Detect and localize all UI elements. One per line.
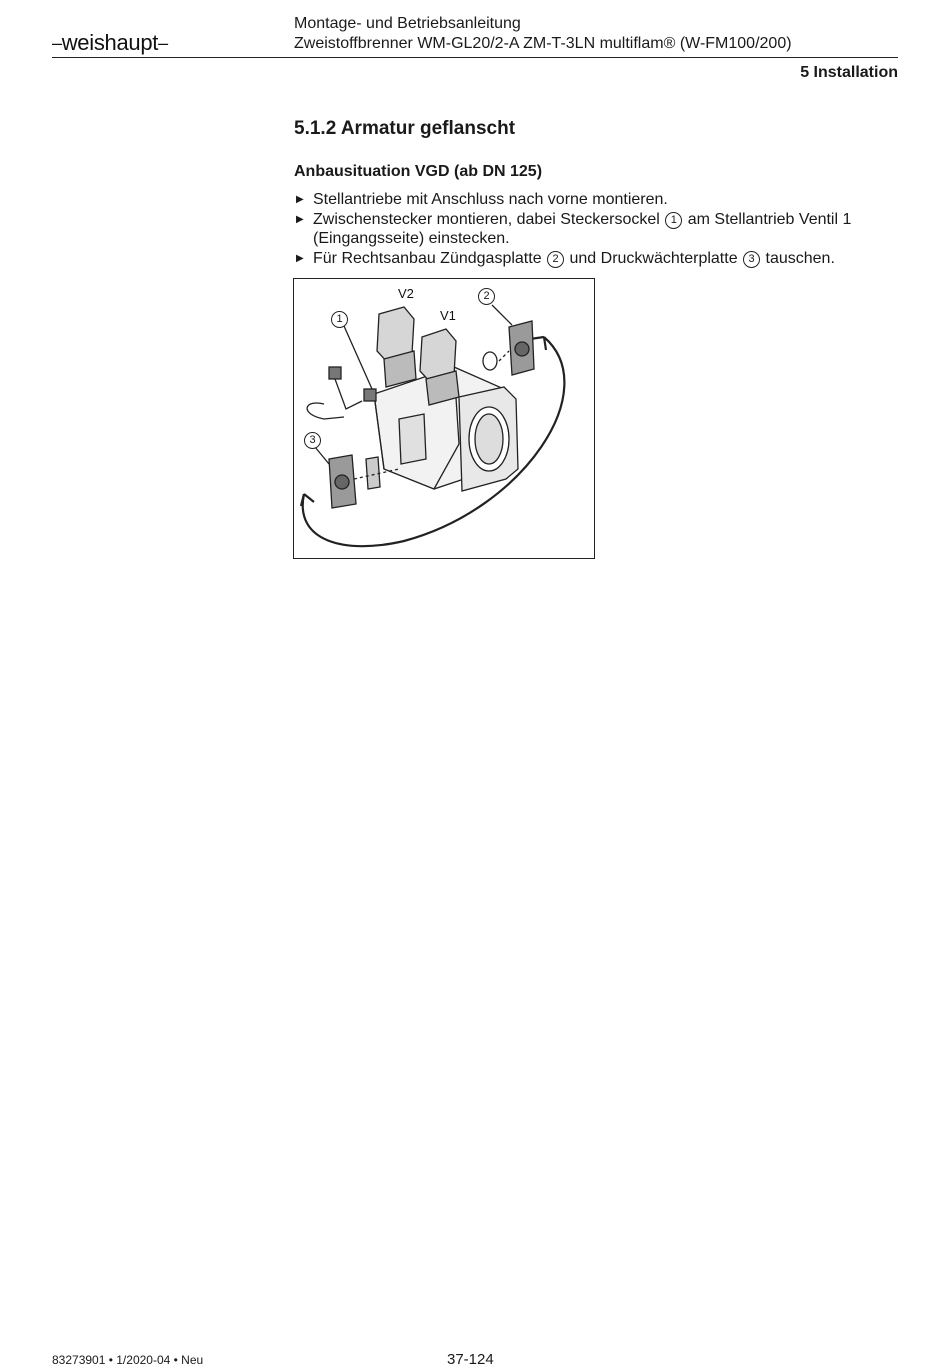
instruction-step: ▶ Stellantriebe mit Anschluss nach vorne montieren. xyxy=(296,191,668,208)
figure-callout: 2 xyxy=(478,288,495,305)
instruction-step: ▶ Für Rechtsanbau Zündgasplatte 2 und Druckwächterplatte 3 tauschen. xyxy=(296,249,835,267)
label-v2: V2 xyxy=(398,286,414,301)
document-title: Montage- und Betriebsanleitung xyxy=(294,15,521,32)
figure-callout: 1 xyxy=(331,311,348,328)
page-number: 37-124 xyxy=(447,1351,494,1368)
label-v1: V1 xyxy=(440,308,456,323)
bullet-arrow-icon: ▶ xyxy=(296,213,304,225)
callout-ref: 3 xyxy=(743,251,760,268)
chapter-heading: 5 Installation xyxy=(800,64,898,81)
callout-ref: 2 xyxy=(547,251,564,268)
valve-assembly-figure xyxy=(293,278,595,559)
header-divider xyxy=(52,57,898,58)
bullet-arrow-icon: ▶ xyxy=(296,252,304,264)
weishaupt-logo: –weishaupt– xyxy=(52,30,168,55)
document-subtitle: Zweistoffbrenner WM-GL20/2-A ZM-T-3LN multiflam® (W-FM100/200) xyxy=(294,35,792,52)
section-title: 5.1.2 Armatur geflanscht xyxy=(294,118,516,139)
instruction-list xyxy=(294,190,904,268)
instruction-step: ▶ Zwischenstecker montieren, dabei Steckersockel 1 am Stellantrieb Ventil 1 (Eingangsseite) einstecken. xyxy=(296,210,852,247)
logo-text: weishaupt xyxy=(61,30,159,55)
figure-callout: 3 xyxy=(304,432,321,449)
callout-ref: 1 xyxy=(665,212,682,229)
bullet-arrow-icon: ▶ xyxy=(296,194,304,205)
document-id: 83273901 • 1/2020-04 • Neu xyxy=(52,1353,204,1367)
subsection-title: Anbausituation VGD (ab DN 125) xyxy=(294,163,543,180)
